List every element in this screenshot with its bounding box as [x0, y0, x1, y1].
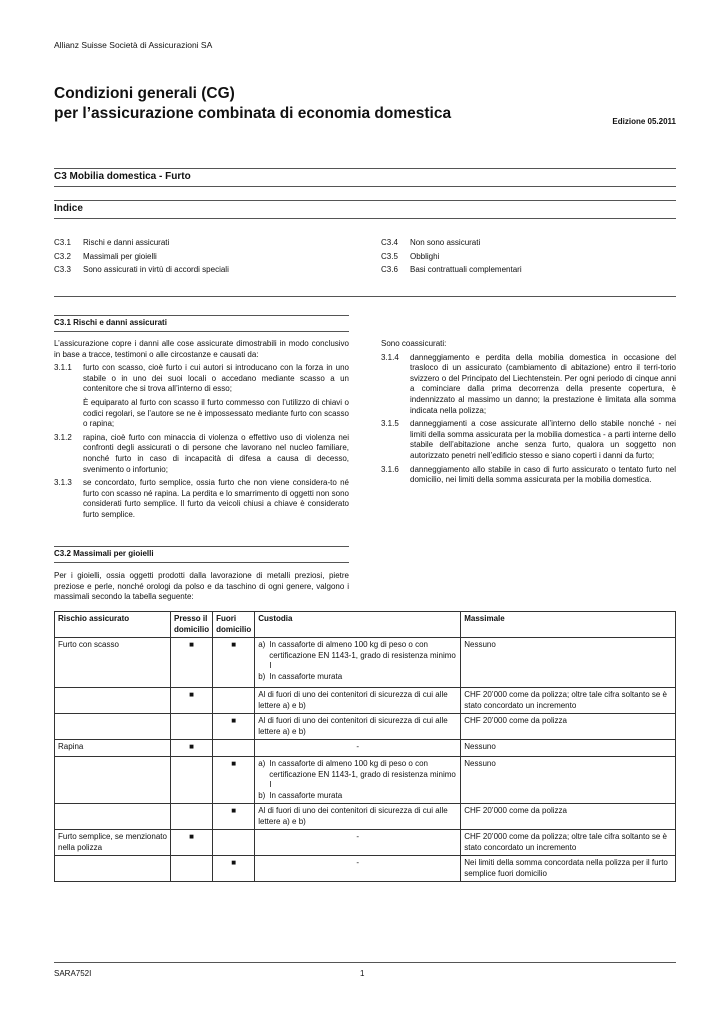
- toc-item[interactable]: [381, 236, 522, 250]
- home-marker: ■: [171, 830, 213, 856]
- clause-equiparato: È equiparato al furto con scasso il furto commesso con l’utilizzo di chiavi o codici regolari, se l’autore se ne è impossessato mediante furto con scasso o rapina;: [83, 397, 349, 429]
- home-cell: [171, 856, 213, 882]
- list-marker: b): [258, 671, 266, 681]
- table-header-row: [55, 612, 676, 638]
- toc-number: C3.1: [54, 238, 71, 247]
- custody-cell: Al di fuori di uno dei contenitori di sicurezza di cui alle lettere a) e b): [255, 688, 461, 714]
- risk-cell: Rapina: [55, 740, 171, 757]
- clause-text: danneggiamenti a cose assicurate all’interno dello stabile nonché - nei limiti della somma assicurata per la mobilia domestica - a parti interne dello stabile dell’abitazione anche senza furto, qualora un soggetto non autorizzato penetri nell’edificio stesso e siano coperti i danni da furto;: [410, 419, 676, 460]
- clause-number: 3.1.6: [381, 464, 399, 474]
- risk-cell: [55, 804, 171, 830]
- custody-b: In cassaforte murata: [269, 790, 343, 800]
- section-heading: C3 Mobilia domestica - Furto: [54, 171, 191, 182]
- clause-3-1-5: [381, 419, 676, 461]
- footer-divider: [54, 962, 676, 963]
- document-title-line-1: Condizioni generali (CG): [54, 85, 235, 102]
- toc-label: Rischi e danni assicurati: [83, 238, 170, 247]
- table-row: [55, 638, 676, 688]
- c32-intro: Per i gioielli, ossia oggetti prodotti dalla lavorazione di metalli preziosi, pietre preziose e perle, nonché orologi da polso e da taschino di ogni genere, valgono i massimali secondo la tabella seguente:: [54, 571, 349, 602]
- table-row: [55, 740, 676, 757]
- toc-item[interactable]: [54, 263, 229, 277]
- custody-dash: -: [255, 830, 461, 856]
- max-cell: Nessuno: [461, 740, 676, 757]
- table-row: [55, 688, 676, 714]
- clause-text: furto con scasso, cioè furto i cui autori si introducano con la forza in uno stabile o in uno dei suoi locali o accedano mediante scasso a un contenitore che si trova all’interno di esso;: [83, 363, 349, 394]
- toc-left: [54, 236, 229, 277]
- clause-number: 3.1.5: [381, 419, 399, 429]
- toc-number: C3.2: [54, 251, 71, 261]
- custody-a: In cassaforte di almeno 100 kg di peso o con certificazione EN 1143-1, grado di resistenza minimo I: [269, 640, 456, 670]
- toc-number: C3.6: [381, 265, 398, 274]
- header-home: Presso il domicilio: [171, 612, 213, 638]
- clause-number: 3.1.4: [381, 352, 399, 362]
- toc-label: Sono assicurati in virtù di accordi speciali: [83, 265, 229, 274]
- clause-3-1-1: [54, 363, 349, 395]
- custody-cell: [255, 757, 461, 804]
- list-marker: a): [258, 640, 266, 649]
- divider: [54, 218, 676, 219]
- away-marker: ■: [213, 856, 255, 882]
- away-cell: [213, 688, 255, 714]
- index-heading: Indice: [54, 203, 83, 214]
- clause-text: danneggiamento e perdita della mobilia domestica in occasione del trasloco di un assicurato (cambiamento di abitazione) entro il terri-torio svizzero o del Principato del Liechtenstein. Per ogni periodo di cinque anni a cominciare dalla prima decorrenza della presente copertura, è indennizzato al massimo un danno; la prestazione è limitata alla somma indicata nella polizza;: [410, 352, 676, 415]
- custody-dash: -: [255, 856, 461, 882]
- max-cell: CHF 20’000 come da polizza; oltre tale cifra soltanto se è stato concordato un incremento: [461, 688, 676, 714]
- clause-3-1-6: [381, 465, 676, 486]
- clause-number: 3.1.2: [54, 432, 72, 442]
- risk-cell: [55, 757, 171, 804]
- away-cell: [213, 740, 255, 757]
- clause-3-1-4: [381, 353, 676, 417]
- divider: [54, 315, 349, 316]
- list-marker: a): [258, 759, 266, 768]
- clause-text: rapina, cioè furto con minaccia di violenza o effettivo uso di violenza nei confronti degli assicurati o di persone che lavorano nel nucleo familiare, nonché furto in caso di incapacità di difesa a causa di decesso, svenimento o infortunio;: [83, 432, 349, 474]
- company-name: Allianz Suisse Società di Assicurazioni SA: [54, 40, 213, 50]
- c31-heading: C3.1 Rischi e danni assicurati: [54, 318, 167, 327]
- divider: [54, 562, 349, 563]
- c31-right-column: [381, 339, 676, 489]
- header-custody: Custodia: [255, 612, 461, 638]
- toc-label: Basi contrattuali complementari: [410, 265, 522, 274]
- page-number: 1: [360, 969, 365, 978]
- toc-item[interactable]: [381, 250, 522, 264]
- header-away: Fuori domicilio: [213, 612, 255, 638]
- divider: [54, 546, 349, 547]
- away-marker: ■: [213, 714, 255, 740]
- custody-cell: Al di fuori di uno dei contenitori di sicurezza di cui alle lettere a) e b): [255, 804, 461, 830]
- toc-item[interactable]: [54, 236, 229, 250]
- header-risk: Rischio assicurato: [55, 612, 171, 638]
- jewelry-limits-table: [54, 611, 676, 882]
- edition-label: Edizione 05.2011: [612, 117, 676, 126]
- away-marker: ■: [213, 757, 255, 804]
- clause-3-1-2: [54, 433, 349, 475]
- away-marker: ■: [213, 638, 255, 688]
- toc-label: Massimali per gioielli: [83, 251, 157, 261]
- custody-b: In cassaforte murata: [269, 671, 343, 681]
- clause-3-1-3: [54, 478, 349, 520]
- toc-number: C3.4: [381, 238, 398, 247]
- header-max: Massimale: [461, 612, 676, 638]
- away-marker: ■: [213, 804, 255, 830]
- table-row: [55, 804, 676, 830]
- custody-a: In cassaforte di almeno 100 kg di peso o con certificazione EN 1143-1, grado di resistenza minimo I: [269, 759, 456, 789]
- max-cell: CHF 20’000 come da polizza: [461, 804, 676, 830]
- document-title-line-2: per l’assicurazione combinata di economia domestica: [54, 105, 452, 122]
- table-row: [55, 714, 676, 740]
- toc-item[interactable]: [54, 250, 229, 264]
- risk-cell: Furto con scasso: [55, 638, 171, 688]
- risk-cell: [55, 856, 171, 882]
- home-cell: [171, 757, 213, 804]
- custody-dash: -: [255, 740, 461, 757]
- max-cell: CHF 20’000 come da polizza: [461, 714, 676, 740]
- clause-number: 3.1.3: [54, 478, 72, 488]
- toc-number: C3.5: [381, 251, 398, 261]
- custody-cell: [255, 638, 461, 688]
- c31-intro: L’assicurazione copre i danni alle cose assicurate dimostrabili in modo conclusivo in base a tracce, testimoni o alle circostanze e causati da:: [54, 339, 349, 359]
- toc-label: Obblighi: [410, 251, 440, 261]
- divider: [54, 168, 676, 169]
- risk-cell: [55, 714, 171, 740]
- divider: [54, 200, 676, 201]
- table-row: [55, 757, 676, 804]
- toc-item[interactable]: [381, 263, 522, 277]
- clause-number: 3.1.1: [54, 363, 72, 373]
- max-cell: Nessuno: [461, 638, 676, 688]
- divider: [54, 331, 349, 332]
- divider: [54, 186, 676, 187]
- max-cell: CHF 20’000 come da polizza; oltre tale cifra soltanto se è stato concordato un incremento: [461, 830, 676, 856]
- custody-cell: Al di fuori di uno dei contenitori di sicurezza di cui alle lettere a) e b): [255, 714, 461, 740]
- document-code: SARA752I: [54, 969, 92, 978]
- table-row: [55, 856, 676, 882]
- risk-cell: [55, 688, 171, 714]
- clause-text: se concordato, furto semplice, ossia furto che non viene considera-to né furto con scasso né rapina. La perdita e lo smarrimento di oggetti non sono considerati furto semplice. Il furto da veicoli chiusi a chiave è considerato furto semplice.: [83, 478, 349, 519]
- toc-number: C3.3: [54, 265, 71, 274]
- home-marker: ■: [171, 638, 213, 688]
- max-cell: Nei limiti della somma concordata nella polizza per il furto semplice fuori domicilio: [461, 856, 676, 882]
- list-marker: b): [258, 790, 266, 800]
- c31-left-column: [54, 339, 349, 524]
- home-cell: [171, 714, 213, 740]
- home-marker: ■: [171, 688, 213, 714]
- risk-cell: Furto semplice, se menzionato nella polizza: [55, 830, 171, 856]
- divider: [54, 296, 676, 297]
- max-cell: Nessuno: [461, 757, 676, 804]
- home-marker: ■: [171, 740, 213, 757]
- home-cell: [171, 804, 213, 830]
- toc-right: [381, 236, 522, 277]
- toc-label: Non sono assicurati: [410, 238, 481, 247]
- coassicurati-label: Sono coassicurati:: [381, 339, 447, 348]
- clause-text: danneggiamento allo stabile in caso di furto assicurato o tentato furto nel domicilio, nei limiti della somma assicurata per la mobilia domestica.: [410, 464, 676, 485]
- c32-heading: C3.2 Massimali per gioielli: [54, 549, 154, 558]
- table-row: [55, 830, 676, 856]
- away-cell: [213, 830, 255, 856]
